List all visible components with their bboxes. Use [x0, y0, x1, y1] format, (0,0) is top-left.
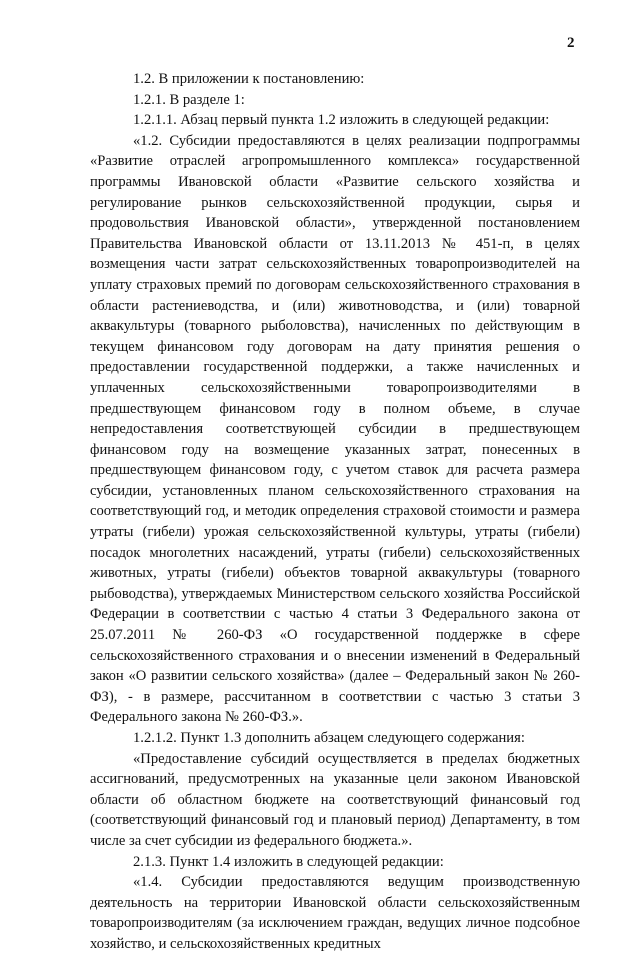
paragraph-subsidy-provision: «Предоставление субсидий осуществляется в пределах бюджетных ассигнований, предусмотренных на указанные цели законом Ивановской области об областном бюджете на соответствующий финансовый год (соответствующий финансовый год и плановый период) Департаменту, в том числе за счет субсидии из федерального бюджета.».: [90, 750, 580, 849]
section-heading-2-1-3: 2.1.3. Пункт 1.4 изложить в следующей редакции:: [133, 853, 444, 870]
page-number: 2: [567, 35, 575, 51]
section-heading-1-2-1-2: 1.2.1.2. Пункт 1.3 дополнить абзацем следующего содержания:: [133, 730, 525, 746]
paragraph-1-4: «1.4. Субсидии предоставляются ведущим производственную деятельность на территории Ивановской области сельскохозяйственным товаропроизводителям (за исключением граждан, ведущих личное подсобное хозяйство, и сельскохозяйственных кредитных: [90, 874, 580, 952]
section-heading-1-2-1-1: 1.2.1.1. Абзац первый пункта 1.2 изложить в следующей редакции:: [133, 112, 550, 129]
section-heading-1-2-1: 1.2.1. В разделе 1:: [133, 91, 245, 108]
document-body: [90, 69, 580, 955]
section-heading-1-2: 1.2. В приложении к постановлению:: [133, 71, 365, 87]
paragraph-1-2: «1.2. Субсидии предоставляются в целях реализации подпрограммы «Развитие отраслей агропромышленного комплекса» государственной программы Ивановской области «Развитие сельского хозяйства и регулирование рынков сельскохозяйственной продукции, сырья и продовольствия Ивановской области», утвержденной постановлением Правительства Ивановской области от 13.11.2013 № 451-п, в целях возмещения части затрат сельскохозяйственных товаропроизводителей на уплату страховых премий по договорам сельскохозяйственного страхования в области растениеводства, и (или) животноводства, и (или) товарной аквакультуры (товарного рыболовства), начисленных по действующим в текущем финансовом году договорам на дату принятия решения о предоставлении государственной поддержки, а также начисленных и уплаченных сельскохозяйственными товаропроизводителями в предшествующем финансовом году в полном объеме, в случае непредоставления соответствующей субсидии в предшествующем финансовом году на возмещение указанных затрат, понесенных в предшествующем финансовом году, с учетом ставок для расчета размера субсидии, установленных планом сельскохозяйственного страхования на соответствующий год, и методик определения страховой стоимости и размера утраты (гибели) урожая сельскохозяйственной культуры, утраты (гибели) посадок многолетних насаждений, утраты (гибели) сельскохозяйственных животных, утраты (гибели) объектов товарной аквакультуры (товарного рыбоводства), утверждаемых Министерством сельского хозяйства Российской Федерации в соответствии с частью 4 статьи 3 Федерального закона от 25.07.2011 № 260-ФЗ «О государственной поддержке в сфере сельскохозяйственного страхования и о внесении изменений в Федеральный закон «О развитии сельского хозяйства» (далее – Федеральный закон № 260-ФЗ), - в размере, рассчитанном в соответствии с частью 3 статьи 3 Федерального закона № 260-ФЗ.».: [90, 132, 580, 726]
